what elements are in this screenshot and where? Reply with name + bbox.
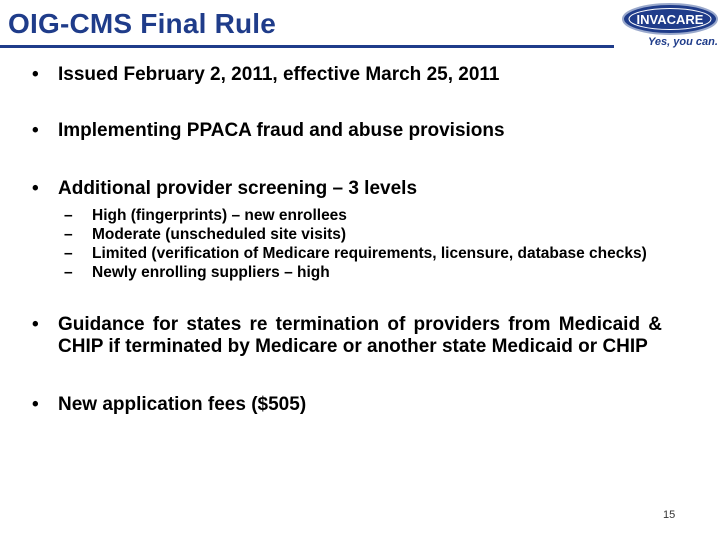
bullet-marker: • — [32, 64, 39, 85]
bullet-marker: • — [32, 314, 39, 335]
sub-bullet-list — [58, 206, 662, 282]
bullet-marker: • — [32, 178, 39, 199]
bullet-text: Guidance for states re termination of providers from Medicaid & CHIP if terminated by Medicare or another state Medicaid or CHIP — [58, 314, 662, 357]
sub-bullet-item — [60, 263, 662, 282]
logo-brand-text: INVACARE — [636, 12, 704, 27]
slide-title: OIG-CMS Final Rule — [8, 8, 277, 39]
bullet-text: New application fees ($505) — [58, 394, 307, 415]
bullet-text: Implementing PPACA fraud and abuse provisions — [58, 120, 505, 141]
sub-bullet-marker: – — [64, 245, 73, 262]
bullet-list — [32, 64, 662, 416]
title-divider — [0, 45, 614, 48]
bullet-item — [32, 394, 662, 416]
bullet-text: Additional provider screening – 3 levels — [58, 178, 418, 199]
sub-bullet-marker: – — [64, 207, 73, 224]
page-number: 15 — [663, 509, 676, 521]
logo-tagline: Yes, you can. — [648, 36, 718, 48]
sub-bullet-item — [60, 206, 662, 225]
bullet-item — [32, 120, 662, 142]
sub-bullet-text: Moderate (unscheduled site visits) — [92, 226, 347, 243]
sub-bullet-marker: – — [64, 226, 73, 243]
bullet-item — [32, 314, 662, 358]
sub-bullet-text: Newly enrolling suppliers – high — [92, 264, 330, 281]
sub-bullet-text: Limited (verification of Medicare requirements, licensure, database checks) — [92, 245, 647, 262]
bullet-marker: • — [32, 120, 39, 141]
invacare-logo — [612, 2, 718, 58]
bullet-item — [32, 64, 662, 86]
bullet-marker: • — [32, 394, 39, 415]
sub-bullet-item — [60, 244, 662, 263]
bullet-item — [32, 178, 662, 282]
bullet-text: Issued February 2, 2011, effective March 25, 2011 — [58, 64, 500, 85]
sub-bullet-item — [60, 225, 662, 244]
sub-bullet-text: High (fingerprints) – new enrollees — [92, 207, 347, 224]
sub-bullet-marker: – — [64, 264, 73, 281]
invacare-logo-mark — [612, 2, 718, 58]
